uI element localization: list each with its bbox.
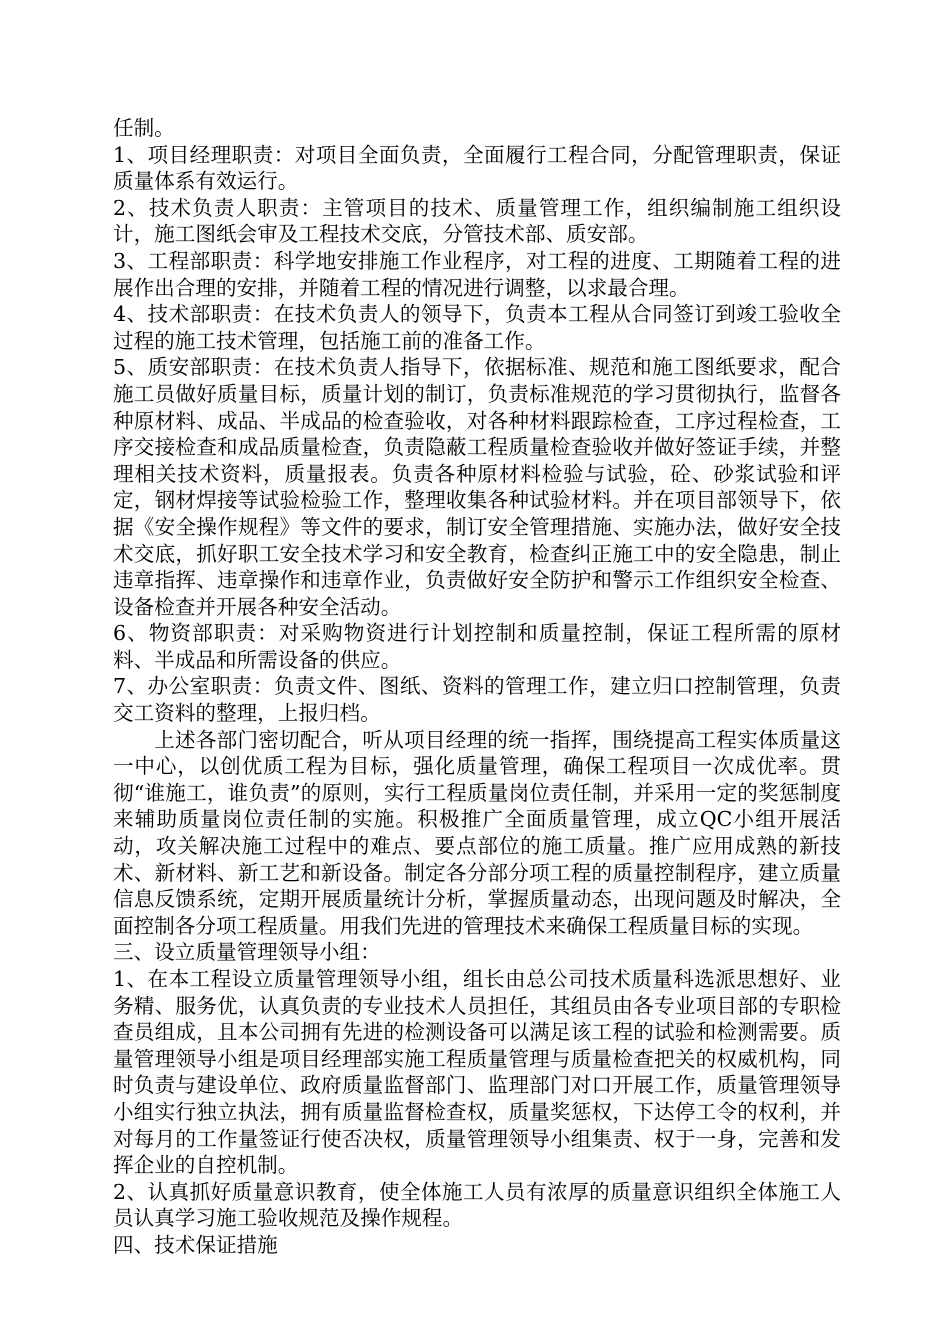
section-heading-quality-leadership-group: 三、设立质量管理领导小组： (113, 940, 381, 965)
paragraph-responsibility-system-end: 任制。 (113, 116, 175, 140)
section-heading-technical-measures: 四、技术保证措施 (113, 1232, 278, 1257)
paragraph-office-duties: 7、办公室职责：负责文件、图纸、资料的管理工作，建立归口控制管理，负责交工资料的整理，上报归档。 (113, 674, 841, 726)
paragraph-leadership-group-setup: 1、在本工程设立质量管理领导小组，组长由总公司技术质量科选派思想好、业务精、服务优，认真负责的专业技术人员担任，其组员由各专业项目部的专职检查员组成，且本公司拥有先进的检测设备可以满足该工程的试验和检测需要。质量管理领导小组是项目经理部实施工程质量管理与质量检查把关的权威机构，同时负责与建设单位、政府质量监督部门、监理部门对口开展工作，质量管理领导小组实行独立执法，拥有质量监督检查权，质量奖惩权，下达停工令的权利，并对每月的工作量签证行使否决权，质量管理领导小组集责、权于一身，完善和发挥企业的自控机制。 (113, 967, 841, 1178)
document-body (113, 115, 841, 1259)
paragraph-quality-awareness-education: 2、认真抓好质量意识教育，使全体施工人员有浓厚的质量意识组织全体施工人员认真学习施工验收规范及操作规程。 (113, 1179, 841, 1231)
paragraph-technical-dept-duties: 4、技术部职责：在技术负责人的领导下，负责本工程从合同签订到竣工验收全过程的施工技术管理，包括施工前的准备工作。 (113, 302, 841, 353)
paragraph-engineering-dept-duties: 3、工程部职责：科学地安排施工作业程序，对工程的进度、工期随着工程的进展作出合理的安排，并随着工程的情况进行调整，以求最合理。 (113, 248, 841, 300)
paragraph-quality-safety-dept-duties: 5、质安部职责：在技术负责人指导下，依据标准、规范和施工图纸要求，配合施工员做好质量目标，质量计划的制订，负责标准规范的学习贯彻执行，监督各种原材料、成品、半成品的检查验收，对各种材料跟踪检查，工序过程检查，工序交接检查和成品质量检查，负责隐蔽工程质量检查验收并做好签证手续，并整理相关技术资料，质量报表。负责各种原材料检验与试验，砼、砂浆试验和评定，钢材焊接等试验检验工作，整理收集各种试验材料。并在项目部领导下，依据《安全操作规程》等文件的要求，制订安全管理措施、实施办法，做好安全技术交底，抓好职工安全技术学习和安全教育，检查纠正施工中的安全隐患，制止违章指挥、违章操作和违章作业，负责做好安全防护和警示工作组织安全检查、设备检查并开展各种安全活动。 (113, 355, 841, 619)
paragraph-project-manager-duties: 1、项目经理职责：对项目全面负责，全面履行工程合同，分配管理职责，保证质量体系有效运行。 (113, 142, 841, 194)
paragraph-department-cooperation: 上述各部门密切配合，听从项目经理的统一指挥，围绕提高工程实体质量这一中心，以创优质工程为目标，强化质量管理，确保工程项目一次成优率。贯彻“谁施工，谁负责”的原则，实行工程质量岗位责任制，并采用一定的奖惩制度来辅助质量岗位责任制的实施。积极推广全面质量管理，成立QC小组开展活动，攻关解决施工过程中的难点、要点部位的施工质量。推广应用成熟的新技术、新材料、新工艺和新设备。制定各分部分项工程的质量控制程序，建立质量信息反馈系统，定期开展质量统计分析，掌握质量动态，出现问题及时解决，全面控制各分项工程质量。用我们先进的管理技术来确保工程质量目标的实现。 (113, 727, 841, 938)
paragraph-technical-director-duties: 2、技术负责人职责：主管项目的技术、质量管理工作，组织编制施工组织设计，施工图纸会审及工程技术交底，分管技术部、质安部。 (113, 195, 841, 247)
paragraph-materials-dept-duties: 6、物资部职责：对采购物资进行计划控制和质量控制，保证工程所需的原材料、半成品和所需设备的供应。 (113, 621, 841, 672)
